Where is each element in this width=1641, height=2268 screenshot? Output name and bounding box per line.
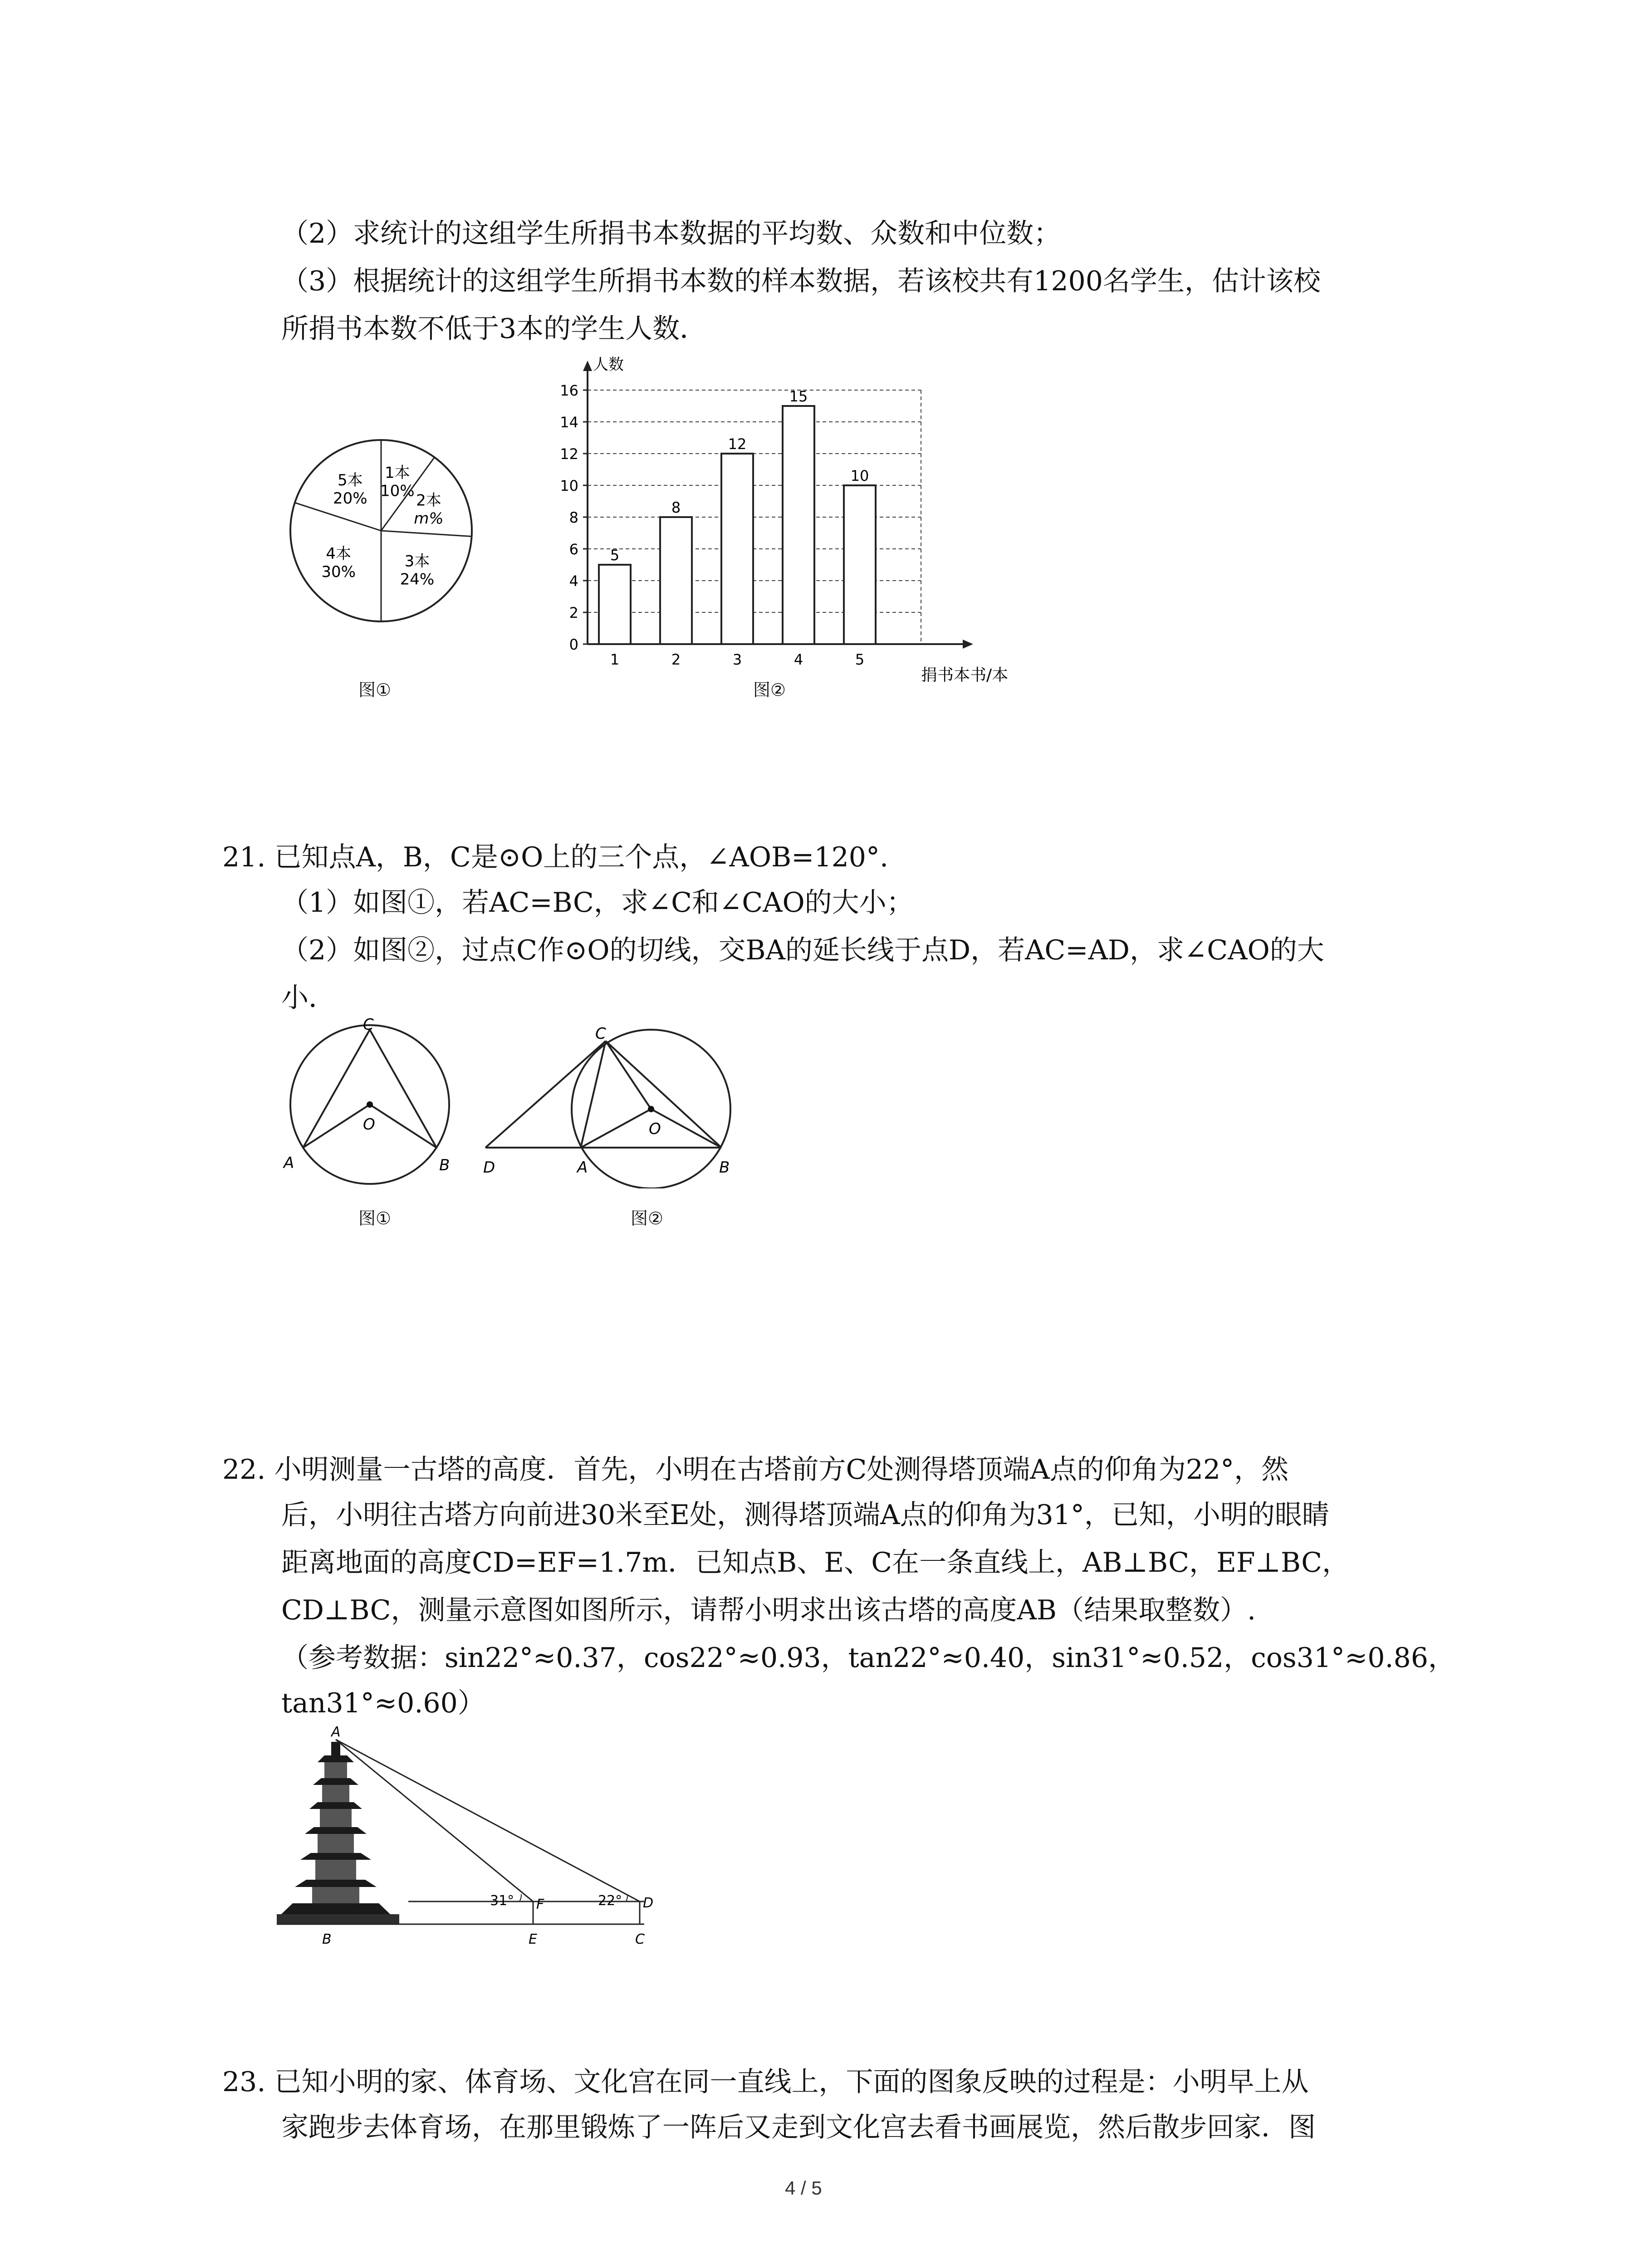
y-tick-label: 16 <box>560 382 578 399</box>
segment-ca <box>581 1041 606 1148</box>
label-c: C <box>635 1931 645 1947</box>
y-axis-label: 人数 <box>593 356 624 374</box>
q23-line1: 23. 已知小明的家、体育场、文化宫在同一直线上，下面的图象反映的过程是：小明早上从 <box>222 2066 1309 2098</box>
segment-cb <box>606 1041 721 1148</box>
q20-part2: （2）求统计的这组学生所捐书本数据的平均数、众数和中位数； <box>281 218 1061 249</box>
label-b: B <box>322 1931 332 1947</box>
q22-line1: 22. 小明测量一古塔的高度．首先，小明在古塔前方C处测得塔顶端A点的仰角为22°，然 <box>222 1454 1289 1486</box>
x-tick-label: 1 <box>610 651 620 668</box>
q21-line1: 21. 已知点A，B，C是⊙O上的三个点，∠AOB=120°. <box>222 841 889 873</box>
q21-figure-1 <box>272 1016 463 1188</box>
bar-value-label: 15 <box>789 388 808 405</box>
fig2-caption: 图② <box>753 680 786 700</box>
label-d: D <box>643 1895 654 1911</box>
sight-line-ad <box>336 1740 640 1901</box>
pie-slice-label: 1本 <box>385 464 410 482</box>
pie-slice-label: 4本 <box>326 545 351 563</box>
radius-oc <box>606 1041 651 1109</box>
center-point <box>648 1106 654 1112</box>
bar-chart <box>535 354 1048 694</box>
bar <box>844 485 876 644</box>
pagoda-image <box>277 1742 399 1924</box>
bar <box>599 565 631 644</box>
label-c: C <box>363 1016 374 1034</box>
label-a: A <box>284 1154 294 1172</box>
page-number: 4 / 5 <box>785 2177 822 2199</box>
fig1-caption: 图① <box>358 680 392 700</box>
q21-figure-2 <box>476 1016 740 1188</box>
x-tick-label: 3 <box>732 651 742 668</box>
bar <box>783 406 814 644</box>
bar <box>721 454 753 644</box>
angle-arc-31 <box>519 1894 521 1901</box>
label-c: C <box>595 1025 606 1043</box>
q22-line3: 距离地面的高度CD=EF=1.7m．已知点B、E、C在一条直线上，AB⊥BC，EF⊥BC， <box>281 1547 1350 1579</box>
x-axis-label: 捐书本书/本 <box>921 666 1009 684</box>
q22-line5: （参考数据：sin22°≈0.37，cos22°≈0.93，tan22°≈0.40，sin31°≈0.52，cos31°≈0.86， <box>281 1642 1455 1674</box>
sight-line-af <box>336 1740 533 1901</box>
q22-line4: CD⊥BC，测量示意图如图所示，请帮小明求出该古塔的高度AB（结果取整数）. <box>281 1594 1256 1626</box>
q23-line2: 家跑步去体育场，在那里锻炼了一阵后又走到文化宫去看书画展览，然后散步回家．图 <box>281 2112 1316 2143</box>
angle-22-label: 22° <box>598 1893 622 1909</box>
y-tick-label: 0 <box>569 636 578 653</box>
y-tick-label: 12 <box>560 445 578 463</box>
y-tick-label: 8 <box>569 509 578 526</box>
x-tick-label: 4 <box>794 651 803 668</box>
q22-figure <box>272 1724 681 1950</box>
label-a: A <box>577 1158 588 1177</box>
angle-arc-22 <box>626 1895 627 1901</box>
q21-fig2-caption: 图② <box>631 1208 664 1228</box>
bar-value-label: 8 <box>671 499 681 516</box>
y-axis-arrow <box>583 361 592 371</box>
angle-31-label: 31° <box>490 1893 514 1909</box>
bar-value-label: 12 <box>728 435 747 453</box>
q21-fig1-caption: 图① <box>358 1208 392 1228</box>
pie-slice-percent: 20% <box>333 489 367 508</box>
q21-line3: （2）如图②，过点C作⊙O的切线，交BA的延长线于点D，若AC=AD，求∠CAO的大 <box>281 934 1324 966</box>
label-a: A <box>331 1724 341 1740</box>
x-tick-label: 2 <box>671 651 681 668</box>
q22-line2: 后，小明往古塔方向前进30米至E处，测得塔顶端A点的仰角为31°，已知，小明的眼睛 <box>281 1499 1329 1531</box>
x-tick-label: 5 <box>855 651 865 668</box>
y-tick-label: 4 <box>569 572 578 590</box>
y-tick-label: 6 <box>569 541 578 558</box>
label-b: B <box>439 1156 450 1174</box>
label-d: D <box>483 1158 495 1177</box>
y-tick-label: 14 <box>560 414 578 431</box>
pie-slice-percent: 30% <box>321 563 356 582</box>
q21-line2: （1）如图①，若AC=BC，求∠C和∠CAO的大小； <box>281 887 914 919</box>
tangent-dc <box>485 1041 606 1148</box>
q22-line6: tan31°≈0.60） <box>281 1687 485 1719</box>
y-tick-label: 10 <box>560 477 578 494</box>
pie-slice-label: 2本 <box>416 491 441 510</box>
pie-slice-label: 3本 <box>404 552 430 571</box>
label-f: F <box>536 1897 544 1912</box>
bar <box>660 517 692 644</box>
pie-slice-percent: m% <box>414 509 444 528</box>
bar-value-label: 10 <box>850 467 869 484</box>
pie-chart-figure <box>272 422 490 640</box>
pie-slice-percent: 24% <box>400 570 435 589</box>
label-b: B <box>719 1158 730 1177</box>
q20-part3-line2: 所捐书本数不低于3本的学生人数． <box>281 313 707 345</box>
label-o: O <box>363 1115 375 1134</box>
label-e: E <box>529 1931 537 1947</box>
label-o: O <box>649 1120 661 1138</box>
pie-chart <box>290 440 472 621</box>
q21-line4: 小． <box>281 982 336 1014</box>
bar-value-label: 5 <box>610 547 620 564</box>
q20-part3-line1: （3）根据统计的这组学生所捐书本数的样本数据，若该校共有1200名学生，估计该校 <box>281 265 1321 297</box>
pie-divider <box>381 531 472 537</box>
center-point <box>367 1101 373 1108</box>
y-tick-label: 2 <box>569 604 578 621</box>
x-axis-arrow <box>963 640 973 649</box>
pie-slice-label: 5本 <box>337 471 363 490</box>
pie-slice-percent: 10% <box>380 482 415 500</box>
